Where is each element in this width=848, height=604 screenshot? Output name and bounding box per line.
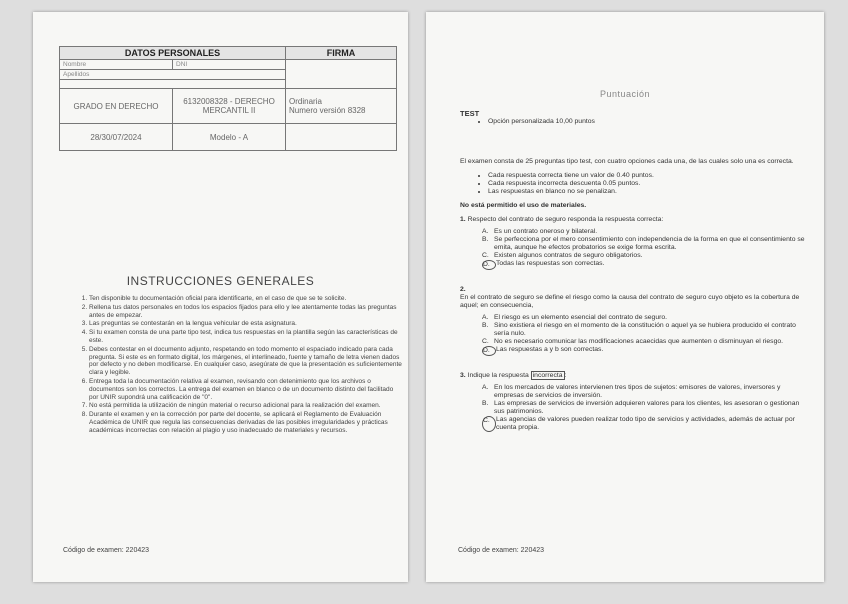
- date-cell: 28/30/07/2024: [60, 124, 173, 151]
- answer-option[interactable]: A. Es un contrato oneroso y bilateral.: [482, 228, 598, 235]
- instructions-title: INSTRUCCIONES GENERALES: [126, 274, 315, 288]
- exam-page-right: [426, 12, 824, 582]
- version-number: Numero versión 8328: [289, 106, 366, 115]
- question-number: 2.: [460, 286, 466, 293]
- question-1: [460, 216, 806, 224]
- scoring-item: • Las respuestas en blanco no se penalizan.: [488, 188, 806, 196]
- question-stem: En el contrato de seguro se define el riesgo como la causa del contrato de seguro cuyo objeto es la cobertura de aquel; en consecuencia,: [460, 294, 800, 309]
- answer-option[interactable]: A. En los mercados de valores intervienen tres tipos de sujetos: emisores de valores, inversores y empresas de servicios de inversión.: [482, 384, 781, 399]
- name-label: Nombre: [60, 60, 173, 70]
- question-1-options: [460, 228, 806, 270]
- instruction-item: 7. No está permitida la utilización de ningún material o recurso adicional para la realización del examen.: [89, 402, 404, 410]
- personal-data-header: DATOS PERSONALES: [60, 47, 286, 60]
- answer-option[interactable]: C. Existen algunos contratos de seguro obligatorios.: [482, 252, 643, 259]
- instructions-list: [75, 295, 404, 436]
- degree-cell: GRADO EN DERECHO: [60, 89, 173, 124]
- instruction-item: 3. Las preguntas se contestarán en la lengua vehicular de esta asignatura.: [89, 320, 404, 328]
- answer-option[interactable]: B. Sino existiera el riesgo en el momento de la constitución o aquel ya se hubiera producido el contrato sería nulo.: [482, 322, 796, 337]
- answer-option[interactable]: A. El riesgo es un elemento esencial del contrato de seguro.: [482, 314, 668, 321]
- model-cell: Modelo - A: [173, 124, 286, 151]
- question-stem: Respecto del contrato de seguro responda la respuesta correcta:: [467, 216, 664, 223]
- exam-code-footer: Código de examen: 220423: [63, 547, 150, 554]
- question-2: [460, 286, 806, 310]
- answer-option[interactable]: C. No es necesario comunicar las modificaciones acaecidas que aumenten o disminuyan el riesgo.: [482, 338, 784, 345]
- scoring-item: • Cada respuesta incorrecta descuenta 0.05 puntos.: [488, 180, 806, 188]
- dni-label: DNI: [173, 60, 286, 70]
- answer-option-selected[interactable]: D. Todas las respuestas son correctas.: [483, 260, 605, 268]
- personal-data-table: [59, 46, 397, 151]
- signature-box: [286, 60, 397, 89]
- question-number: 3.: [460, 372, 466, 379]
- instruction-item: 4. Si tu examen consta de una parte tipo test, indica tus respuestas en la plantilla según las características de este.: [89, 329, 404, 345]
- test-section: [460, 110, 806, 432]
- exam-code-footer: Código de examen: 220423: [458, 547, 545, 554]
- instruction-item: 8. Durante el examen y en la corrección por parte del docente, se aplicará el Reglamento de Evaluación Académica de UNIR que regula las consecuencias derivadas de las posibles irregularidades y prácticas académicas incorrectas con relación al plagio y uso inadecuado de materiales y recursos.: [89, 411, 404, 434]
- blank-row: [60, 80, 286, 89]
- center-cell: [286, 89, 397, 124]
- instruction-item: 2. Rellena tus datos personales en todos los espacios fijados para ello y lee atentamente todas las preguntas antes de empezar.: [89, 304, 404, 320]
- exam-intro: El examen consta de 25 preguntas tipo test, con cuatro opciones cada una, de las cuales solo una es correcta.: [460, 158, 794, 165]
- question-2-options: [460, 314, 806, 356]
- question-3: 3. Indique la respuesta incorrecta :: [460, 372, 567, 379]
- instruction-item: 5. Debes contestar en el documento adjunto, respetando en todo momento el espaciado indicado para cada pregunta. Si este es en formato digital, los márgenes, el interlineado, fuente y tamaño de letra vienen dados por defecto y no deben modificarse. En cualquier caso, asegúrate de que la presentación es suficientemente clara y legible.: [89, 346, 404, 377]
- instruction-item: 1. Ten disponible tu documentación oficial para identificarte, en el caso de que se te solicite.: [89, 295, 404, 303]
- scoring-item: • Cada respuesta correcta tiene un valor de 0.40 puntos.: [488, 172, 806, 180]
- no-materials-notice: No está permitido el uso de materiales.: [460, 202, 587, 209]
- question-3-options: [460, 384, 806, 432]
- answer-option-selected[interactable]: D. Las respuestas a y b son correctas.: [483, 346, 604, 354]
- answer-circle-mark: C.: [482, 416, 496, 432]
- exam-page-left: [33, 12, 408, 582]
- exam-call: Ordinaria: [289, 97, 322, 106]
- scoring-list: [460, 172, 806, 196]
- score-title: Puntuación: [599, 89, 651, 99]
- surname-label: Apellidos: [60, 70, 286, 80]
- incorrect-emphasis: incorrecta: [532, 372, 563, 379]
- test-heading: TEST: [460, 109, 480, 118]
- empty-cell: [286, 124, 397, 151]
- subject-cell: 6132008328 - DERECHO MERCANTIL II: [173, 89, 286, 124]
- option-list: [460, 118, 806, 126]
- answer-circle-mark: D.: [482, 260, 496, 270]
- answer-option[interactable]: B. Las empresas de servicios de inversión adquieren valores para los clientes, les asesoran o gestionan sus patrimonios.: [482, 400, 800, 415]
- option-item: • Opción personalizada 10,00 puntos: [488, 118, 806, 126]
- signature-header: FIRMA: [286, 47, 397, 60]
- question-number: 1.: [460, 216, 466, 223]
- instruction-item: 6. Entrega toda la documentación relativa al examen, revisando con detenimiento que los archivos o documentos son los correctos. La entrega del examen en blanco o de un documento distinto del facilitado por UNIR supondrá una calificación de "0".: [89, 378, 404, 401]
- answer-option[interactable]: B. Se perfecciona por el mero consentimiento con independencia de la forma en que el consentimiento se emita, aunque he efectos probatorios se exige forma escrita.: [482, 236, 805, 251]
- question-stem: Indique la respuesta: [467, 372, 529, 379]
- answer-option-selected[interactable]: C. Las agencias de valores pueden realizar todo tipo de servicios y actividades, además de actuar por cuenta propia.: [483, 416, 795, 431]
- answer-circle-mark: D.: [482, 346, 496, 356]
